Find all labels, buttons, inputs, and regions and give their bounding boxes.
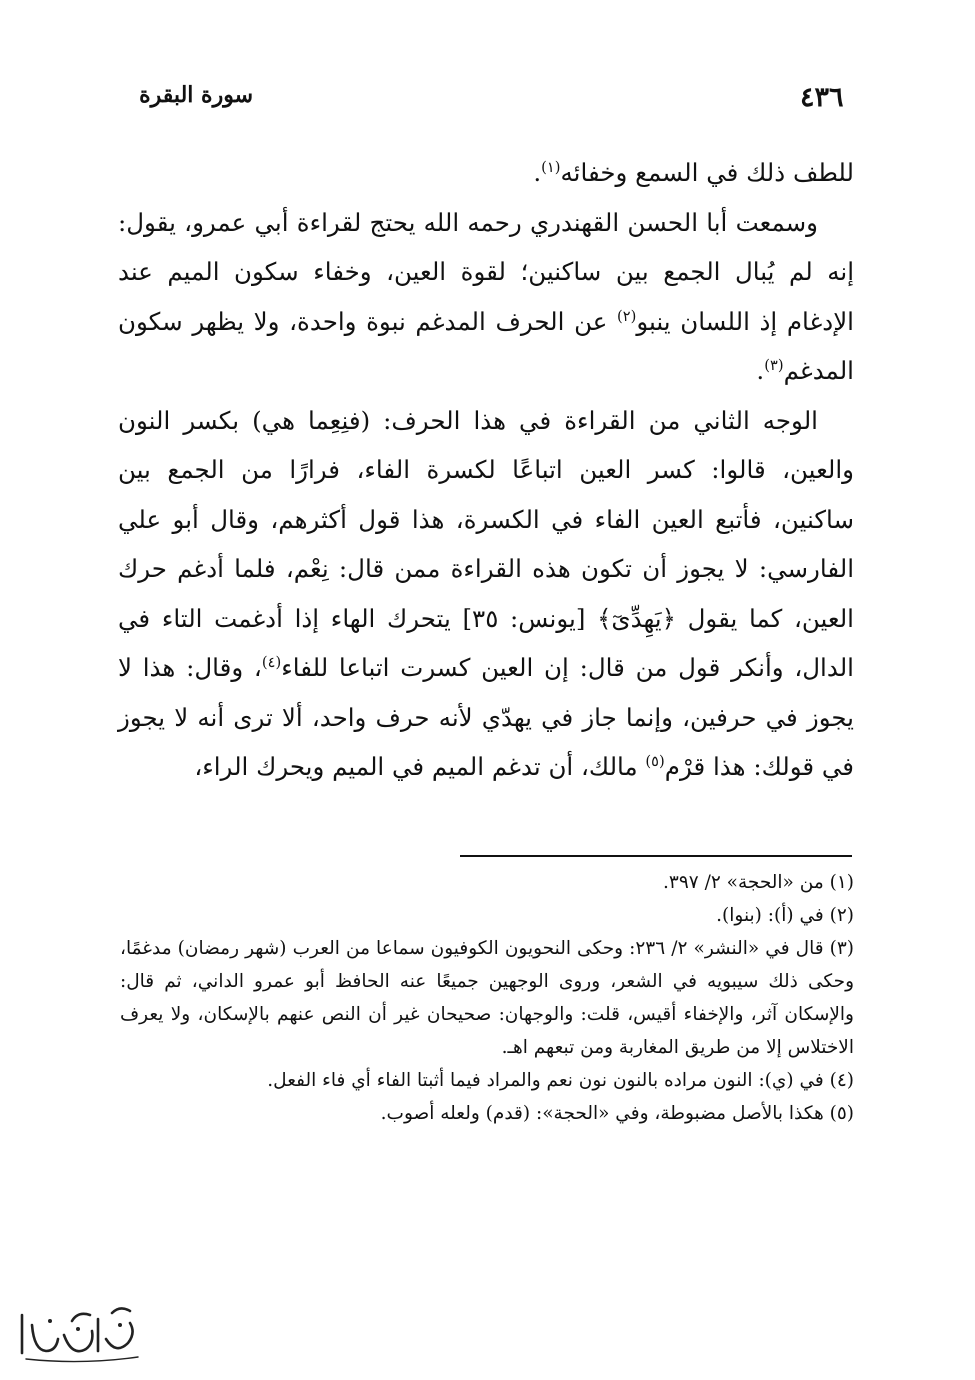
footnote-2: (٢) في (أ): (بنوا). xyxy=(716,905,854,926)
footnote-3: (٣) قال في «النشر» ٢/ ٢٣٦: وحكى النحويون الكوفيون سماعا من العرب (شهر رمضان) مدغمًا، وحكى ذلك سيبويه في الشعر، وروى الوجهين جميعًا عنه الحافظ أبو عمرو الداني، ثم قال: والإسكان آثر، والإخفاء أقيس، قلت: والوجهان: صحيحان غير أن النص عنهم بالإسكان، ولا يعرف الاختلاس إلا من طريق المغاربة ومن تبعهم اهـ. xyxy=(120,938,854,1058)
page-number: ٤٣٦ xyxy=(800,82,844,113)
paragraph-3: الوجه الثاني من القراءة في هذا الحرف: (فنِعِما هي) بكسر النون والعين، قالوا: كسر العين اتباعًا لكسرة الفاء، فرارًا من الجمع بين ساكنين، فأتبع العين الفاء في الكسرة، هذا قول أكثرهم، وقال أبو علي الفارسي: لا يجوز أن تكون هذه القراءة ممن قال: نِعْم، فلما أدغم حرك العين، كما يقول ﴿يَهِدِّىٓ﴾ [يونس: ٣٥] يتحرك الهاء إذا أدغمت التاء في الدال، وأنكر قول من قال: إن العين كسرت اتباعا للفاء$^{(٤)}$، وقال: هذا لا يجوز في حرفين، وإنما جاز في يهدّي لأنه حرف واحد، ألا ترى أنه لا يجوز في قولك: هذا قرْم$^{(٥)}$ مالك، أن تدغم الميم في الميم ويحرك الراء، xyxy=(118,405,854,781)
footnotes xyxy=(120,866,854,1130)
paragraph-1: للطف ذلك في السمع وخفائه$^{(١)}$. xyxy=(533,158,854,187)
note-marker-2: (٢) xyxy=(616,307,637,325)
note-marker-3: (٣) xyxy=(764,356,784,374)
publisher-logo xyxy=(12,1295,147,1373)
note-marker-4: (٤) xyxy=(261,653,282,671)
footnote-4: (٤) في (ي): النون مراده بالنون نون نعم والمراد فيما أثبتا الفاء أي فاء الفعل. xyxy=(267,1070,854,1091)
note-marker-1: (١) xyxy=(541,158,561,176)
footnote-divider xyxy=(460,855,852,857)
footnote-1: (١) من «الحجة» ٢/ ٣٩٧. xyxy=(663,872,854,893)
footnote-5: (٥) هكذا بالأصل مضبوطة، وفي «الحجة»: (قدم) ولعله أصوب. xyxy=(380,1103,854,1124)
note-marker-5: (٥) xyxy=(645,752,665,770)
surah-title: سورة البقرة xyxy=(139,82,253,108)
paragraph-2: وسمعت أبا الحسن القهندري رحمه الله يحتج لقراءة أبي عمرو، يقول: إنه لم يُبال الجمع بين ساكنين؛ لقوة العين، وخفاء سكون الميم عند الإدغام إذ اللسان ينبو$^{(٢)}$ عن الحرف المدغم نبوة واحدة، ولا يظهر سكون المدغم$^{(٣)}$. xyxy=(118,207,854,385)
main-text xyxy=(118,148,854,792)
